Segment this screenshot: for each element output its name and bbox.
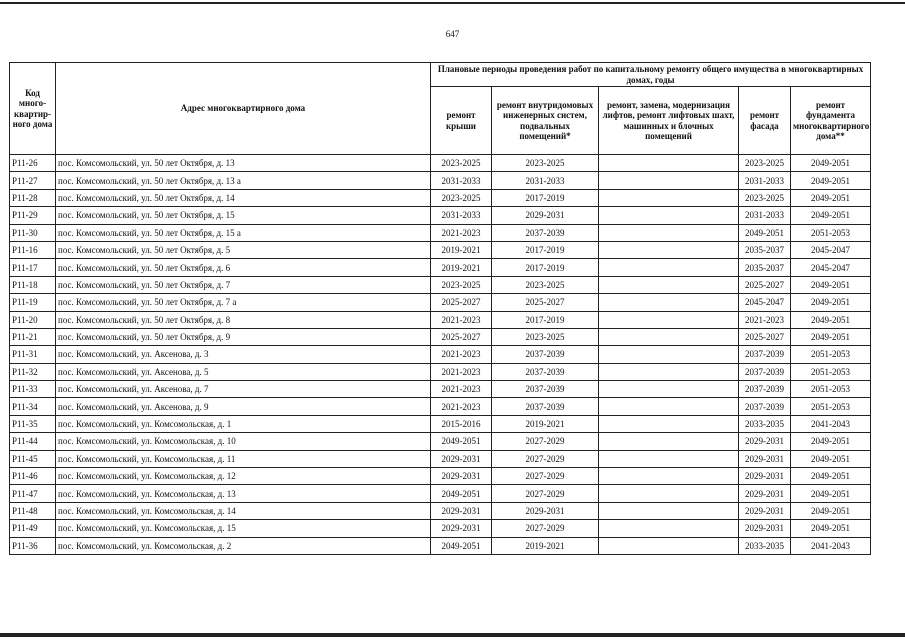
- cell-facade: 2029-2031: [739, 433, 791, 450]
- cell-code: Р11-26: [10, 155, 56, 172]
- cell-engineering: 2023-2025: [492, 276, 599, 293]
- table-row: [10, 502, 871, 519]
- cell-code: Р11-49: [10, 520, 56, 537]
- cell-roof: 2031-2033: [431, 172, 492, 189]
- cell-code: Р11-30: [10, 224, 56, 241]
- top-border-rule: [0, 2, 905, 4]
- cell-elevators: [599, 363, 739, 380]
- cell-foundation: 2049-2051: [791, 276, 871, 293]
- cell-facade: 2035-2037: [739, 259, 791, 276]
- cell-engineering: 2017-2019: [492, 259, 599, 276]
- cell-roof: 2029-2031: [431, 468, 492, 485]
- cell-engineering: 2017-2019: [492, 241, 599, 258]
- cell-address: пос. Комсомольский, ул. 50 лет Октября, д. 9: [56, 328, 431, 345]
- cell-code: Р11-44: [10, 433, 56, 450]
- cell-foundation: 2049-2051: [791, 311, 871, 328]
- cell-code: Р11-29: [10, 207, 56, 224]
- cell-elevators: [599, 433, 739, 450]
- cell-foundation: 2049-2051: [791, 172, 871, 189]
- cell-engineering: 2027-2029: [492, 433, 599, 450]
- cell-address: пос. Комсомольский, ул. 50 лет Октября, д. 15 а: [56, 224, 431, 241]
- table-row: [10, 328, 871, 345]
- table-row: [10, 294, 871, 311]
- cell-code: Р11-27: [10, 172, 56, 189]
- cell-address: пос. Комсомольский, ул. 50 лет Октября, д. 15: [56, 207, 431, 224]
- cell-elevators: [599, 502, 739, 519]
- cell-engineering: 2027-2029: [492, 450, 599, 467]
- cell-code: Р11-35: [10, 415, 56, 432]
- cell-facade: 2021-2023: [739, 311, 791, 328]
- cell-foundation: 2049-2051: [791, 294, 871, 311]
- cell-address: пос. Комсомольский, ул. 50 лет Октября, д. 14: [56, 189, 431, 206]
- cell-address: пос. Комсомольский, ул. Комсомольская, д. 15: [56, 520, 431, 537]
- cell-code: Р11-33: [10, 381, 56, 398]
- cell-engineering: 2019-2021: [492, 415, 599, 432]
- cell-code: Р11-21: [10, 328, 56, 345]
- table-row: [10, 241, 871, 258]
- cell-engineering: 2023-2025: [492, 328, 599, 345]
- table-row: [10, 433, 871, 450]
- cell-roof: 2049-2051: [431, 537, 492, 554]
- cell-roof: 2021-2023: [431, 381, 492, 398]
- cell-elevators: [599, 485, 739, 502]
- cell-elevators: [599, 415, 739, 432]
- cell-roof: 2021-2023: [431, 363, 492, 380]
- cell-foundation: 2051-2053: [791, 346, 871, 363]
- page-number: 647: [445, 29, 460, 39]
- cell-address: пос. Комсомольский, ул. 50 лет Октября, д. 5: [56, 241, 431, 258]
- cell-address: пос. Комсомольский, ул. 50 лет Октября, д. 13: [56, 155, 431, 172]
- cell-foundation: 2051-2053: [791, 398, 871, 415]
- cell-address: пос. Комсомольский, ул. Комсомольская, д. 14: [56, 502, 431, 519]
- header-engineering: ремонт внутридомовых инженерных систем, подвальных помещений*: [492, 87, 599, 155]
- cell-elevators: [599, 311, 739, 328]
- capital-repair-schedule-table: [9, 62, 871, 555]
- cell-facade: 2037-2039: [739, 363, 791, 380]
- cell-roof: 2031-2033: [431, 207, 492, 224]
- cell-facade: 2025-2027: [739, 276, 791, 293]
- header-code: Код много-квартир-ного дома: [10, 63, 56, 155]
- cell-elevators: [599, 207, 739, 224]
- cell-roof: 2023-2025: [431, 155, 492, 172]
- cell-elevators: [599, 328, 739, 345]
- cell-roof: 2029-2031: [431, 520, 492, 537]
- header-address: Адрес многоквартирного дома: [56, 63, 431, 155]
- cell-foundation: 2041-2043: [791, 537, 871, 554]
- cell-foundation: 2045-2047: [791, 259, 871, 276]
- cell-facade: 2035-2037: [739, 241, 791, 258]
- cell-roof: 2025-2027: [431, 294, 492, 311]
- cell-engineering: 2037-2039: [492, 398, 599, 415]
- cell-engineering: 2017-2019: [492, 311, 599, 328]
- cell-address: пос. Комсомольский, ул. Аксенова, д. 9: [56, 398, 431, 415]
- cell-facade: 2037-2039: [739, 381, 791, 398]
- cell-code: Р11-48: [10, 502, 56, 519]
- cell-facade: 2045-2047: [739, 294, 791, 311]
- cell-elevators: [599, 468, 739, 485]
- cell-address: пос. Комсомольский, ул. Комсомольская, д. 10: [56, 433, 431, 450]
- cell-address: пос. Комсомольский, ул. Комсомольская, д. 12: [56, 468, 431, 485]
- cell-foundation: 2049-2051: [791, 468, 871, 485]
- cell-code: Р11-19: [10, 294, 56, 311]
- table-row: [10, 207, 871, 224]
- cell-elevators: [599, 172, 739, 189]
- table-row: [10, 189, 871, 206]
- cell-facade: 2031-2033: [739, 207, 791, 224]
- header-periods-group: Плановые периоды проведения работ по капитальному ремонту общего имущества в многоквартирных домах, годы: [431, 63, 871, 87]
- cell-elevators: [599, 276, 739, 293]
- cell-code: Р11-36: [10, 537, 56, 554]
- cell-address: пос. Комсомольский, ул. Аксенова, д. 7: [56, 381, 431, 398]
- cell-engineering: 2031-2033: [492, 172, 599, 189]
- table-row: [10, 155, 871, 172]
- cell-address: пос. Комсомольский, ул. Комсомольская, д. 11: [56, 450, 431, 467]
- cell-foundation: 2049-2051: [791, 450, 871, 467]
- cell-elevators: [599, 537, 739, 554]
- cell-code: Р11-16: [10, 241, 56, 258]
- cell-facade: 2023-2025: [739, 189, 791, 206]
- header-roof: ремонт крыши: [431, 87, 492, 155]
- cell-engineering: 2019-2021: [492, 537, 599, 554]
- cell-foundation: 2049-2051: [791, 485, 871, 502]
- cell-facade: 2029-2031: [739, 485, 791, 502]
- table-row: [10, 224, 871, 241]
- cell-roof: 2015-2016: [431, 415, 492, 432]
- bottom-border-rule: [0, 633, 905, 637]
- cell-facade: 2029-2031: [739, 520, 791, 537]
- cell-code: Р11-18: [10, 276, 56, 293]
- cell-facade: 2037-2039: [739, 346, 791, 363]
- cell-code: Р11-45: [10, 450, 56, 467]
- cell-engineering: 2037-2039: [492, 381, 599, 398]
- cell-foundation: 2049-2051: [791, 520, 871, 537]
- table-row: [10, 172, 871, 189]
- table-row: [10, 259, 871, 276]
- cell-elevators: [599, 346, 739, 363]
- header-foundation: ремонт фундамента многоквартирного дома**: [791, 87, 871, 155]
- cell-roof: 2049-2051: [431, 485, 492, 502]
- cell-code: Р11-47: [10, 485, 56, 502]
- cell-code: Р11-34: [10, 398, 56, 415]
- cell-elevators: [599, 450, 739, 467]
- cell-address: пос. Комсомольский, ул. Комсомольская, д. 2: [56, 537, 431, 554]
- table-row: [10, 311, 871, 328]
- cell-address: пос. Комсомольский, ул. 50 лет Октября, д. 8: [56, 311, 431, 328]
- cell-facade: 2029-2031: [739, 450, 791, 467]
- cell-facade: 2037-2039: [739, 398, 791, 415]
- cell-facade: 2033-2035: [739, 415, 791, 432]
- cell-elevators: [599, 259, 739, 276]
- cell-roof: 2023-2025: [431, 189, 492, 206]
- cell-facade: 2025-2027: [739, 328, 791, 345]
- cell-engineering: 2027-2029: [492, 485, 599, 502]
- table-body: [10, 155, 871, 555]
- cell-roof: 2021-2023: [431, 346, 492, 363]
- cell-code: Р11-28: [10, 189, 56, 206]
- cell-foundation: 2051-2053: [791, 363, 871, 380]
- cell-foundation: 2049-2051: [791, 207, 871, 224]
- cell-facade: 2033-2035: [739, 537, 791, 554]
- cell-elevators: [599, 294, 739, 311]
- table-row: [10, 450, 871, 467]
- cell-roof: 2029-2031: [431, 450, 492, 467]
- cell-code: Р11-17: [10, 259, 56, 276]
- cell-address: пос. Комсомольский, ул. Комсомольская, д. 1: [56, 415, 431, 432]
- cell-engineering: 2017-2019: [492, 189, 599, 206]
- table-row: [10, 381, 871, 398]
- table-row: [10, 537, 871, 554]
- table-row: [10, 276, 871, 293]
- table-row: [10, 468, 871, 485]
- header-elevators: ремонт, замена, модернизация лифтов, ремонт лифтовых шахт, машинных и блочных помещений: [599, 87, 739, 155]
- cell-address: пос. Комсомольский, ул. Аксенова, д. 5: [56, 363, 431, 380]
- cell-address: пос. Комсомольский, ул. 50 лет Октября, д. 6: [56, 259, 431, 276]
- cell-elevators: [599, 398, 739, 415]
- table-row: [10, 415, 871, 432]
- cell-engineering: 2027-2029: [492, 520, 599, 537]
- cell-engineering: 2027-2029: [492, 468, 599, 485]
- cell-foundation: 2051-2053: [791, 224, 871, 241]
- cell-elevators: [599, 189, 739, 206]
- cell-address: пос. Комсомольский, ул. 50 лет Октября, д. 7: [56, 276, 431, 293]
- cell-elevators: [599, 241, 739, 258]
- cell-code: Р11-20: [10, 311, 56, 328]
- table-row: [10, 520, 871, 537]
- cell-roof: 2021-2023: [431, 224, 492, 241]
- table-row: [10, 346, 871, 363]
- cell-engineering: 2029-2031: [492, 502, 599, 519]
- cell-roof: 2021-2023: [431, 311, 492, 328]
- table-row: [10, 398, 871, 415]
- cell-foundation: 2045-2047: [791, 241, 871, 258]
- cell-address: пос. Комсомольский, ул. Комсомольская, д. 13: [56, 485, 431, 502]
- cell-foundation: 2049-2051: [791, 433, 871, 450]
- cell-engineering: 2037-2039: [492, 346, 599, 363]
- table-row: [10, 485, 871, 502]
- cell-roof: 2019-2021: [431, 241, 492, 258]
- cell-roof: 2049-2051: [431, 433, 492, 450]
- cell-roof: 2029-2031: [431, 502, 492, 519]
- cell-address: пос. Комсомольский, ул. 50 лет Октября, д. 7 а: [56, 294, 431, 311]
- cell-facade: 2029-2031: [739, 468, 791, 485]
- cell-code: Р11-46: [10, 468, 56, 485]
- cell-engineering: 2023-2025: [492, 155, 599, 172]
- cell-roof: 2019-2021: [431, 259, 492, 276]
- cell-foundation: 2041-2043: [791, 415, 871, 432]
- cell-foundation: 2049-2051: [791, 155, 871, 172]
- cell-elevators: [599, 155, 739, 172]
- cell-engineering: 2029-2031: [492, 207, 599, 224]
- cell-elevators: [599, 520, 739, 537]
- cell-elevators: [599, 381, 739, 398]
- cell-engineering: 2037-2039: [492, 224, 599, 241]
- cell-roof: 2025-2027: [431, 328, 492, 345]
- cell-roof: 2021-2023: [431, 398, 492, 415]
- cell-address: пос. Комсомольский, ул. 50 лет Октября, д. 13 а: [56, 172, 431, 189]
- cell-facade: 2029-2031: [739, 502, 791, 519]
- cell-foundation: 2049-2051: [791, 328, 871, 345]
- cell-foundation: 2049-2051: [791, 189, 871, 206]
- cell-elevators: [599, 224, 739, 241]
- cell-facade: 2031-2033: [739, 172, 791, 189]
- cell-address: пос. Комсомольский, ул. Аксенова, д. 3: [56, 346, 431, 363]
- cell-roof: 2023-2025: [431, 276, 492, 293]
- cell-foundation: 2049-2051: [791, 502, 871, 519]
- cell-engineering: 2025-2027: [492, 294, 599, 311]
- cell-facade: 2049-2051: [739, 224, 791, 241]
- header-facade: ремонт фасада: [739, 87, 791, 155]
- cell-foundation: 2051-2053: [791, 381, 871, 398]
- cell-code: Р11-31: [10, 346, 56, 363]
- cell-engineering: 2037-2039: [492, 363, 599, 380]
- cell-facade: 2023-2025: [739, 155, 791, 172]
- cell-code: Р11-32: [10, 363, 56, 380]
- table-row: [10, 363, 871, 380]
